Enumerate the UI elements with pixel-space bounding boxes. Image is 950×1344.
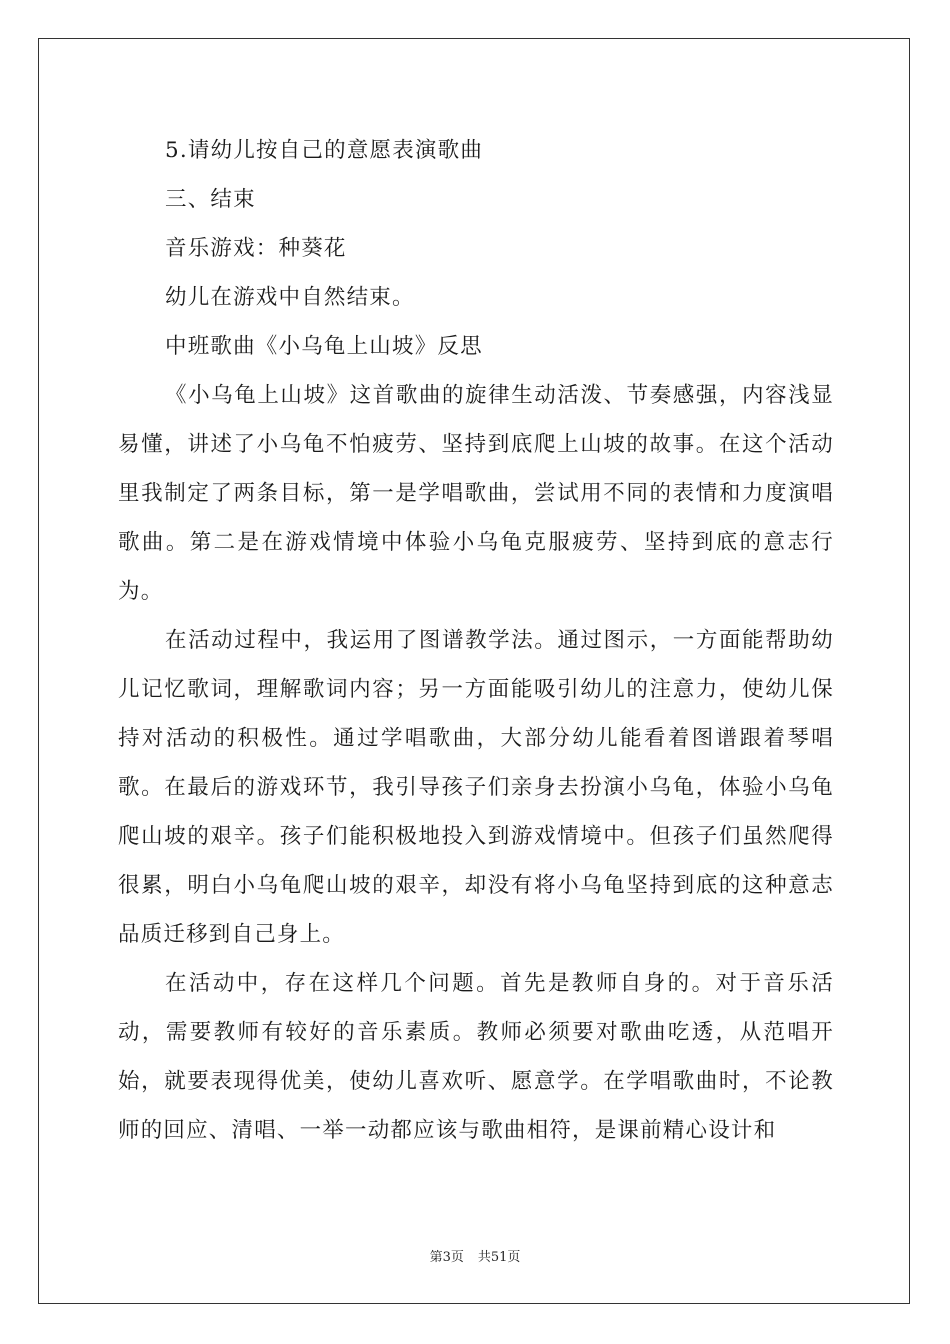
paragraph-reflection-intro: 《小乌龟上山坡》这首歌曲的旋律生动活泼、节奏感强，内容浅显易懂，讲述了小乌龟不怕疲劳、坚持到底爬上山坡的故事。在这个活动里我制定了两条目标，第一是学唱歌曲，尝试用不同的表情和力度演唱歌曲。第二是在游戏情境中体验小乌龟克服疲劳、坚持到底的意志行为。 — [118, 383, 834, 604]
reflection-title: 中班歌曲《小乌龟上山坡》反思 — [165, 334, 483, 359]
paragraph-step-5: 5.请幼儿按自己的意愿表演歌曲 — [165, 138, 484, 163]
paragraph-activity-process: 在活动过程中，我运用了图谱教学法。通过图示，一方面能帮助幼儿记忆歌词，理解歌词内容；另一方面能吸引幼儿的注意力，使幼儿保持对活动的积极性。通过学唱歌曲，大部分幼儿能看着图谱跟着琴唱歌。在最后的游戏环节，我引导孩子们亲身去扮演小乌龟，体验小乌龟爬山坡的艰辛。孩子们能积极地投入到游戏情境中。但孩子们虽然爬得很累，明白小乌龟爬山坡的艰辛，却没有将小乌龟坚持到底的这种意志品质迁移到自己身上。 — [118, 628, 834, 947]
paragraph-problems: 在活动中，存在这样几个问题。首先是教师自身的。对于音乐活动，需要教师有较好的音乐素质。教师必须要对歌曲吃透，从范唱开始，就要表现得优美，使幼儿喜欢听、愿意学。在学唱歌曲时，不论教师的回应、清唱、一举一动都应该与歌曲相符，是课前精心设计和 — [118, 971, 834, 1143]
document-body — [118, 126, 834, 1155]
page-number-total: 共51页 — [477, 1250, 521, 1265]
page-number-current: 第3页 — [429, 1250, 464, 1265]
paragraph-game-end: 幼儿在游戏中自然结束。 — [165, 285, 415, 310]
section-heading-end: 三、结束 — [165, 187, 256, 212]
page-footer — [0, 1246, 950, 1265]
paragraph-music-game: 音乐游戏：种葵花 — [165, 236, 347, 261]
